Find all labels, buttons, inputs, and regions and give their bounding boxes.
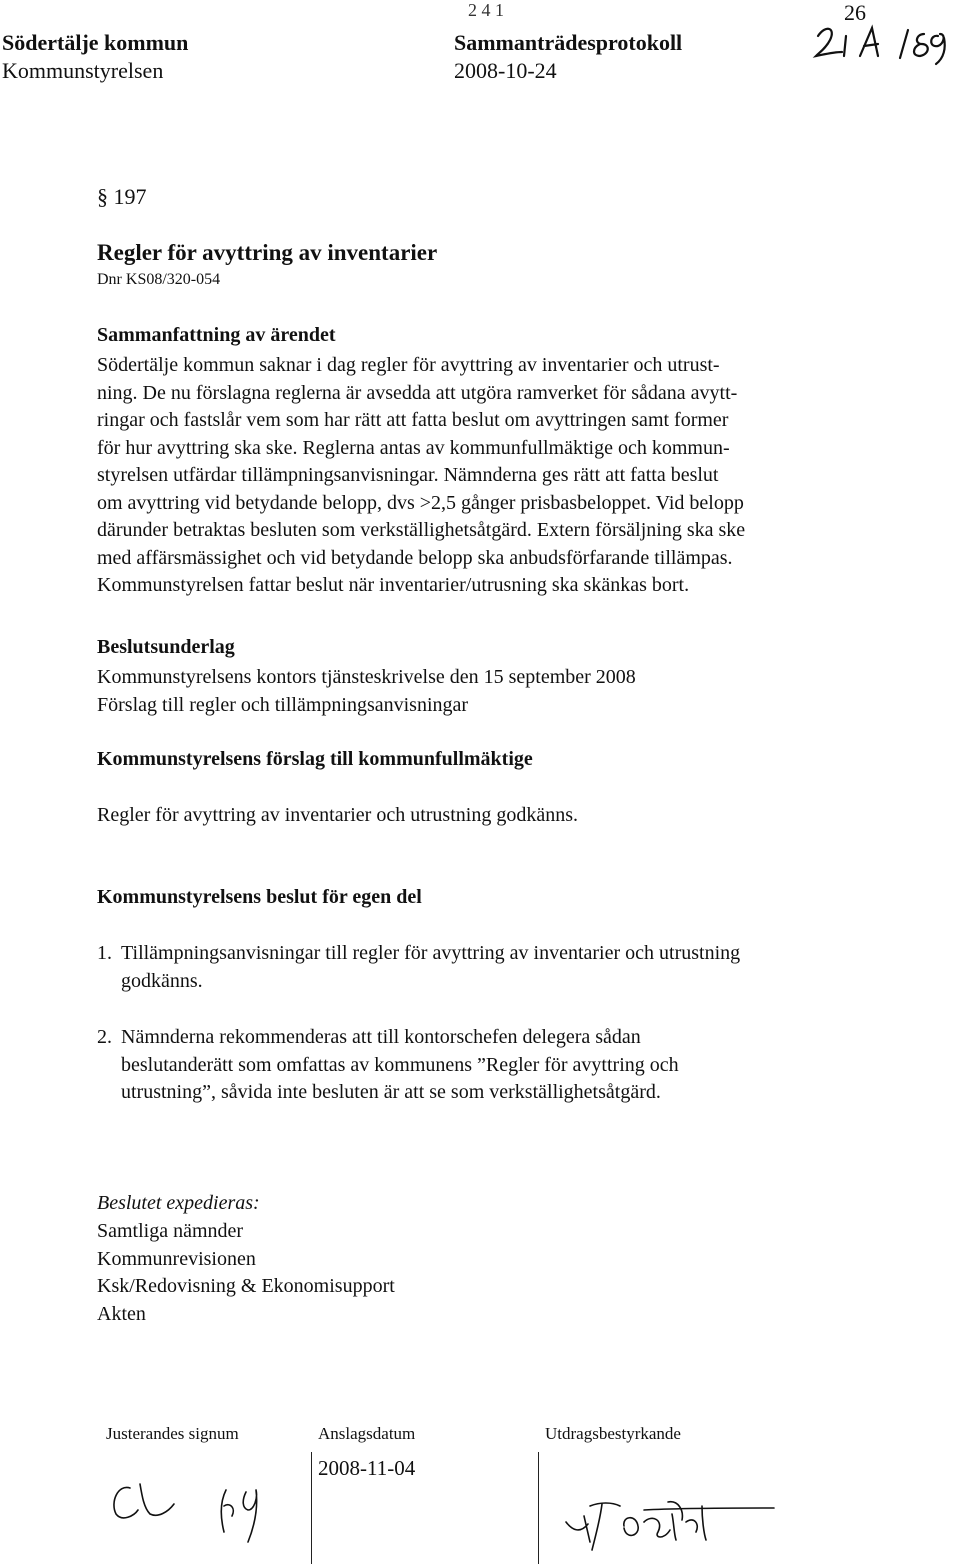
decision-item-line: beslutanderätt som omfattas av kommunens ”Regler för avyttring och	[121, 1053, 679, 1076]
basis-heading: Beslutsunderlag	[97, 636, 235, 658]
summary-line: ning. De nu förslagna reglerna är avsedda att utgöra ramverket för sådana avytt-	[97, 381, 738, 404]
summary-line: ringar och fastslår vem som har rätt att fatta beslut om avyttringen samt former	[97, 409, 729, 431]
decision-item-line: godkänns.	[121, 969, 203, 992]
stamp-marks: 2 4 1	[468, 0, 504, 20]
page-number: 26	[844, 0, 866, 25]
decision-item	[121, 940, 740, 995]
body-name: Kommunstyrelsen	[2, 58, 164, 83]
summary-text	[97, 352, 877, 600]
posting-label: Anslagsdatum	[318, 1424, 416, 1443]
section-title: Regler för avyttring av inventarier	[97, 240, 438, 265]
summary-line: om avyttring vid betydande belopp, dvs >2,5 gånger prisbasbeloppet. Vid belopp	[97, 491, 744, 514]
summary-heading: Sammanfattning av ärendet	[97, 324, 336, 346]
doc-type: Sammanträdesprotokoll	[454, 30, 683, 55]
proposal-heading: Kommunstyrelsens förslag till kommunfullmäktige	[97, 748, 533, 770]
posting-date: 2008-11-04	[318, 1456, 416, 1480]
handwritten-reference	[812, 22, 960, 72]
summary-line: styrelsen utfärdar tillämpningsanvisningar. Nämnderna ges rätt att fatta beslut	[97, 464, 719, 486]
decision-item-line: Tillämpningsanvisningar till regler för avyttring av inventarier och utrustning	[121, 942, 741, 964]
dispatch-heading: Beslutet expedieras:	[97, 1192, 260, 1214]
dispatch-recipient: Kommunrevisionen	[97, 1247, 256, 1270]
footer-divider	[311, 1452, 312, 1564]
decision-item-line: Nämnderna rekommenderas att till kontorschefen delegera sådan	[121, 1026, 641, 1048]
decision-item-number: 2.	[97, 1026, 112, 1048]
summary-line: Kommunstyrelsen fattar beslut när inventarier/utrusning ska skänkas bort.	[97, 574, 690, 596]
summary-line: Södertälje kommun saknar i dag regler för avyttring av inventarier och utrust-	[97, 354, 720, 376]
diary-number: Dnr KS08/320-054	[97, 271, 221, 288]
adjusters-signature	[108, 1476, 298, 1556]
decision-heading: Kommunstyrelsens beslut för egen del	[97, 886, 422, 908]
summary-line: med affärsmässighet och vid betydande belopp ska anbudsförfarande tillämpas.	[97, 546, 733, 569]
org-name: Södertälje kommun	[2, 30, 189, 55]
decision-item	[121, 1024, 679, 1107]
summary-line: för hur avyttring ska ske. Reglerna antas av kommunfullmäktige och kommun-	[97, 436, 730, 459]
adjusters-label: Justerandes signum	[106, 1424, 239, 1443]
summary-line: därunder betraktas besluten som verkställighetsåtgärd. Extern försäljning ska ske	[97, 519, 746, 541]
dispatch-recipient: Samtliga nämnder	[97, 1220, 244, 1242]
footer-divider	[538, 1452, 539, 1564]
decision-item-number: 1.	[97, 942, 112, 964]
decision-item-line: utrustning”, såvida inte besluten är att se som verkställighetsåtgärd.	[121, 1081, 661, 1103]
dispatch-recipient: Akten	[97, 1302, 146, 1325]
dispatch-recipient: Ksk/Redovisning & Ekonomisupport	[97, 1275, 395, 1297]
proposal-text: Regler för avyttring av inventarier och utrustning godkänns.	[97, 804, 578, 826]
meeting-date: 2008-10-24	[454, 58, 557, 83]
certify-signature	[560, 1476, 790, 1556]
section-number: § 197	[97, 184, 147, 209]
dispatch-list	[97, 1218, 877, 1328]
certify-label: Utdragsbestyrkande	[545, 1424, 681, 1443]
basis-line: Kommunstyrelsens kontors tjänsteskrivelse den 15 september 2008	[97, 666, 636, 688]
basis-line: Förslag till regler och tillämpningsanvisningar	[97, 693, 469, 716]
basis-text	[97, 664, 877, 719]
